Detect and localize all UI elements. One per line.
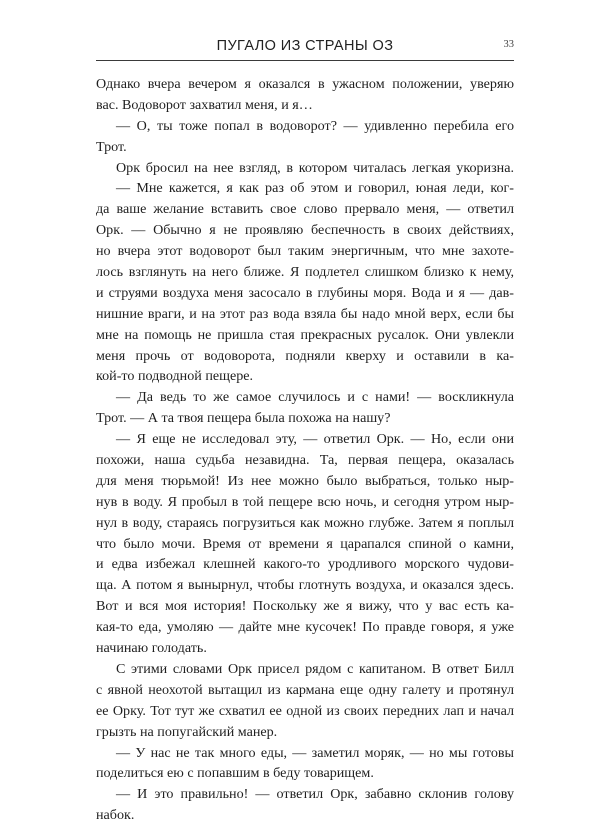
text-line: начинаю голодать.	[96, 640, 207, 657]
text-line: — Да ведь то же самое случилось и с нами! — воскликнула	[116, 389, 514, 406]
text-line: кая-то еда, умоляю — дайте мне кусочек! По правде говоря, я уже	[96, 619, 514, 636]
text-line: С этими словами Орк присел рядом с капитаном. В ответ Билл	[116, 660, 514, 677]
text-line: Трот.	[96, 138, 127, 155]
text-line: Орк. — Обычно я не проявляю беспечность в своих действиях,	[96, 222, 514, 239]
text-line: нул в воду, стараясь погрузиться как можно глубже. Затем я поплыл	[96, 514, 514, 531]
text-line: с явной неохотой вытащил из кармана еще одну галету и протянул	[96, 681, 514, 698]
text-line: ее Орку. Тот тут же схватил ее одной из своих передних лап и начал	[96, 702, 514, 719]
text-line: набок.	[96, 807, 135, 824]
page-number: 33	[503, 39, 514, 50]
text-line: — У нас не так много еды, — заметил моряк, — но мы готовы	[116, 744, 514, 761]
text-line: нув в воду. Я пробыл в той пещере всю ночь, и сегодня утром ныр-	[96, 493, 514, 510]
text-line: и едва избежал клешней какого-то уродливого морского чудови-	[96, 556, 514, 573]
body-text	[96, 74, 514, 826]
text-line: для меня тюрьмой! Из нее можно было выбраться, только ныр-	[96, 472, 514, 489]
text-line: лось взглянуть на него ближе. Я подлетел слишком близко к нему,	[96, 264, 514, 281]
text-line: Вот и вся моя история! Поскольку же я вижу, что у вас есть ка-	[96, 598, 514, 615]
text-line: — Мне кажется, я как раз об этом и говорил, юная леди, ког-	[116, 180, 514, 197]
running-title: ПУГАЛО ИЗ СТРАНЫ ОЗ	[216, 38, 394, 54]
text-line: нишние враги, и на этот раз вода взяла бы надо мной верх, если бы	[96, 305, 514, 322]
text-line: Орк бросил на нее взгляд, в котором читалась легкая укоризна.	[116, 159, 514, 176]
text-line: — Я еще не исследовал эту, — ответил Орк. — Но, если они	[116, 431, 514, 448]
text-line: — О, ты тоже попал в водоворот? — удивленно перебила его	[116, 117, 514, 134]
text-line: вас. Водоворот захватил меня, и я…	[96, 96, 313, 113]
text-line: Однако вчера вечером я оказался в ужасном положении, уверяю	[96, 76, 514, 92]
text-line: что было мочи. Время от времени я царапался спиной о камни,	[96, 535, 514, 552]
text-line: Трот. — А та твоя пещера была похожа на нашу?	[96, 410, 391, 427]
text-line: поделиться ею с попавшим в беду товарищем.	[96, 765, 374, 782]
text-line: грызть на попугайский манер.	[96, 723, 278, 740]
running-header	[96, 38, 514, 61]
text-line: кой-то подводной пещере.	[96, 368, 254, 385]
text-line: и струями воздуха меня засосало в глубины моря. Вода и я — дав-	[96, 284, 514, 301]
text-line: мне на помощь не пришла стая прекрасных русалок. Они увлекли	[96, 326, 514, 343]
text-line: — И это правильно! — ответил Орк, забавно склонив голову	[116, 786, 514, 803]
text-line: но вчера этот водоворот был таким энергичным, что мне захоте-	[96, 243, 514, 260]
text-line: да ваше желание вставить свое слово прервало меня, — ответил	[96, 201, 514, 218]
text-line: меня прочь от водоворота, подняли кверху и оставили в ка-	[96, 347, 514, 364]
text-line: похожи, наша судьба незавидна. Та, первая пещера, оказалась	[96, 452, 514, 469]
text-line: ща. А потом я вынырнул, чтобы глотнуть воздуха, и оказался здесь.	[96, 577, 514, 594]
